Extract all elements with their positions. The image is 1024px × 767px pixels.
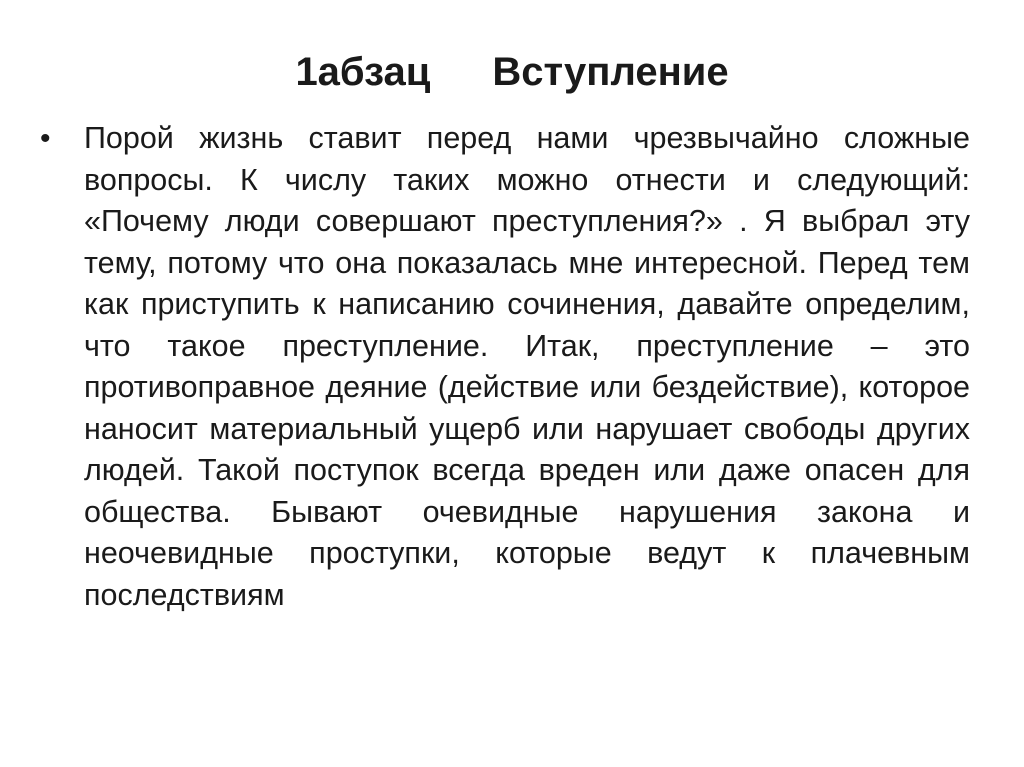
bullet-paragraph: Порой жизнь ставит перед нами чрезвычайно сложные вопросы. К числу таких можно отнести и следующий: «Почему люди совершают преступления?» . Я выбрал эту тему, потому что она показалась мне интересной. Перед тем как приступить к написанию сочинения, давайте определим, что такое преступление. Итак, преступление – это противоправное деяние (действие или бездействие), которое наносит материальный ущерб или нарушает свободы других людей. Такой поступок всегда вреден или даже опасен для общества. Бывают очевидные нарушения закона и неочевидные проступки, которые ведут к плачевным последствиям	[84, 121, 970, 612]
title-part-2: Вступление	[492, 50, 729, 94]
bullet-marker: •	[40, 122, 51, 155]
bullet-list	[40, 118, 970, 616]
title-part-1: 1абзац	[295, 50, 431, 94]
bullet-item	[40, 118, 970, 616]
slide-title	[0, 44, 1024, 100]
